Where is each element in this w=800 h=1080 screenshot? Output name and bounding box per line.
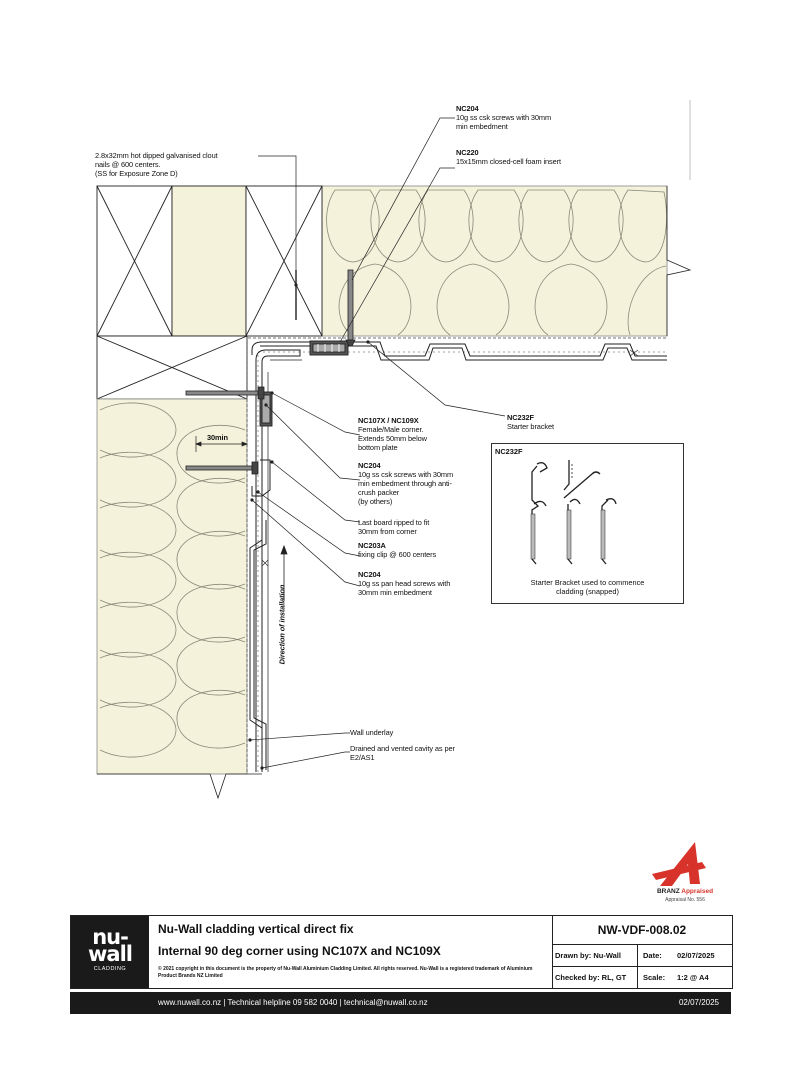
nuwall-logo: [71, 916, 149, 988]
scale-value: 1:2 @ A4: [677, 973, 709, 982]
branz-word: BRANZ: [656, 888, 680, 895]
inset-code: NC232F: [495, 447, 523, 456]
tb-divider-2: [637, 944, 638, 988]
label-cavity: Drained and vented cavity as per E2/AS1: [350, 744, 455, 762]
label-nc204-top: NC204 10g ss csk screws with 30mm min embedment: [456, 104, 552, 131]
date-label: Date:: [643, 951, 662, 960]
tb-hline: [552, 966, 732, 967]
starter-bracket-inset: [491, 443, 684, 604]
drawing-number: NW-VDF-008.02: [552, 916, 732, 945]
label-nc204-mid: NC204 10g ss csk screws with 30mm min embedment through anti- crush packer (by others): [358, 461, 454, 506]
drawing-title: Nu-Wall cladding vertical direct fix: [158, 922, 354, 936]
title-block: [70, 915, 733, 989]
label-nc232f: NC232F Starter bracket: [507, 413, 554, 431]
branz-number: Appraisal No. 556: [665, 897, 705, 903]
label-nc220: NC220 15x15mm closed-cell foam insert: [456, 148, 561, 166]
label-last-board: Last board ripped to fit 30mm from corner: [358, 518, 430, 536]
date-value: 02/07/2025: [677, 951, 715, 960]
label-direction: Direction of installation: [277, 584, 287, 665]
insulation-top: [322, 186, 667, 336]
label-nc204-low: NC204 10g ss pan head screws with 30mm min embedment: [358, 570, 451, 597]
insulation-left: [97, 399, 247, 774]
footer-contact[interactable]: www.nuwall.co.nz | Technical helpline 09 582 0040 | technical@nuwall.co.nz: [158, 998, 428, 1007]
logo-line1: nu-: [92, 925, 128, 949]
label-nc203a: NC203A fixing clip @ 600 centers: [358, 541, 437, 559]
timber-plate: [97, 336, 247, 399]
scale-label: Scale:: [643, 973, 666, 982]
starter-bracket-sketch: [492, 444, 683, 574]
label-underlay: Wall underlay: [350, 728, 394, 737]
branz-appraised-word: Appraised: [681, 888, 714, 895]
drawing-subtitle: Internal 90 deg corner using NC107X and NC109X: [158, 944, 441, 958]
branz-appraised-logo: [640, 838, 730, 908]
footer-date: 02/07/2025: [678, 998, 719, 1007]
label-clout-nails: 2.8x32mm hot dipped galvanised clout nails @ 600 centers. (SS for Exposure Zone D): [95, 151, 218, 178]
label-corner: NC107X / NC109X Female/Male corner. Extends 50mm below bottom plate: [358, 416, 427, 452]
branz-mark: [640, 838, 730, 888]
drawn-by: Drawn by: Nu-Wall: [555, 951, 621, 960]
footer-bar: [70, 992, 731, 1014]
checked-by: Checked by: RL, GT: [555, 973, 627, 982]
copyright-notice: © 2021 copyright in this document is the property of Nu-Wall Aluminium Cladding Limited. All rights reserved. Nu-Wall is a registered trademark of Aluminium Product Brands NZ Limited: [158, 966, 533, 979]
inset-caption: Starter Bracket used to commence cladding (snapped): [530, 578, 645, 596]
logo-line2: wall: [88, 942, 132, 966]
label-dimension: 30min: [207, 433, 228, 442]
timber-studs-top: [97, 186, 322, 336]
logo-sub: CLADDING: [93, 966, 127, 972]
foam-insert: [310, 341, 348, 355]
cladding-profile-vertical: [250, 520, 268, 770]
corner-profile: [252, 342, 302, 772]
